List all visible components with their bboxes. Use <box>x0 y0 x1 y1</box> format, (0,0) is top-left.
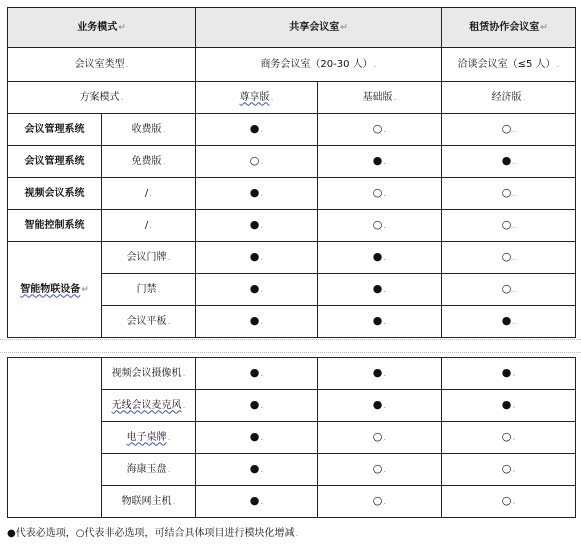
basic-cell: ○. <box>318 422 442 454</box>
category-cell-iot: 智能物联设备↵ <box>8 242 102 338</box>
item-cell: 视频会议摄像机. <box>102 358 196 390</box>
header-business-mode: 业务模式↵ <box>8 8 196 48</box>
basic-cell: ●. <box>318 242 442 274</box>
room-type-label: 会议室类型. <box>8 48 196 82</box>
category-cell: 会议管理系统 <box>8 146 102 178</box>
economy-cell: ○. <box>442 422 576 454</box>
basic-cell: ●. <box>318 390 442 422</box>
page-break-top <box>0 339 581 342</box>
feature-table-bottom <box>7 357 576 518</box>
basic-cell: ○. <box>318 210 442 242</box>
premium-cell: ●. <box>196 454 318 486</box>
plan-basic: 基础版. <box>318 82 442 114</box>
premium-cell: ●. <box>196 242 318 274</box>
basic-cell: ●. <box>318 358 442 390</box>
header-rental-room: 租赁协作会议室↵ <box>442 8 576 48</box>
category-cell: 视频会议系统 <box>8 178 102 210</box>
premium-cell: ●. <box>196 486 318 518</box>
economy-cell: ○. <box>442 486 576 518</box>
legend-footnote: ●代表必选项，○代表非必选项，可结合具体项目进行模块化增减. <box>7 528 299 539</box>
table-row <box>8 242 576 274</box>
room-type-rental: 洽谈会议室（≤5 人）. <box>442 48 576 82</box>
economy-cell: ●. <box>442 306 576 338</box>
item-cell: 无线会议麦克风. <box>102 390 196 422</box>
table-row <box>8 358 576 390</box>
basic-cell: ○. <box>318 114 442 146</box>
economy-cell: ○. <box>442 178 576 210</box>
economy-cell: ●. <box>442 146 576 178</box>
item-cell: 物联网主机. <box>102 486 196 518</box>
table-row <box>8 178 576 210</box>
economy-cell: ○. <box>442 114 576 146</box>
item-cell: 电子桌牌. <box>102 422 196 454</box>
premium-cell: ●. <box>196 114 318 146</box>
premium-cell: ●. <box>196 358 318 390</box>
economy-cell: ○. <box>442 210 576 242</box>
item-cell: 收费版. <box>102 114 196 146</box>
plan-premium: 尊享版. <box>196 82 318 114</box>
table-row <box>8 210 576 242</box>
basic-cell: ○. <box>318 486 442 518</box>
item-cell: /. <box>102 178 196 210</box>
premium-cell: ●. <box>196 178 318 210</box>
premium-cell: ○. <box>196 146 318 178</box>
category-cell: 会议管理系统 <box>8 114 102 146</box>
economy-cell: ●. <box>442 390 576 422</box>
plan-economy: 经济版. <box>442 82 576 114</box>
item-cell: /. <box>102 210 196 242</box>
premium-cell: ●. <box>196 306 318 338</box>
premium-cell: ●. <box>196 390 318 422</box>
category-cell-continued <box>8 358 102 518</box>
item-cell: 免费版. <box>102 146 196 178</box>
item-cell: 会议平板. <box>102 306 196 338</box>
economy-cell: ●. <box>442 358 576 390</box>
economy-cell: ○. <box>442 242 576 274</box>
premium-cell: ●. <box>196 210 318 242</box>
premium-cell: ●. <box>196 274 318 306</box>
economy-cell: ○. <box>442 454 576 486</box>
category-cell: 智能控制系统 <box>8 210 102 242</box>
basic-cell: ○. <box>318 454 442 486</box>
basic-cell: ●. <box>318 146 442 178</box>
header-row <box>8 8 576 48</box>
table-row <box>8 146 576 178</box>
feature-table-top <box>7 7 576 338</box>
room-type-shared: 商务会议室（20-30 人）. <box>196 48 442 82</box>
item-cell: 门禁. <box>102 274 196 306</box>
basic-cell: ●. <box>318 274 442 306</box>
item-cell: 会议门牌. <box>102 242 196 274</box>
plan-row <box>8 82 576 114</box>
premium-cell: ●. <box>196 422 318 454</box>
economy-cell: ○. <box>442 274 576 306</box>
basic-cell: ○. <box>318 178 442 210</box>
page-break-bottom <box>0 352 581 355</box>
item-cell: 海康玉盘. <box>102 454 196 486</box>
header-shared-room: 共享会议室↵ <box>196 8 442 48</box>
basic-cell: ●. <box>318 306 442 338</box>
room-type-row <box>8 48 576 82</box>
plan-label: 方案模式. <box>8 82 196 114</box>
table-row <box>8 114 576 146</box>
